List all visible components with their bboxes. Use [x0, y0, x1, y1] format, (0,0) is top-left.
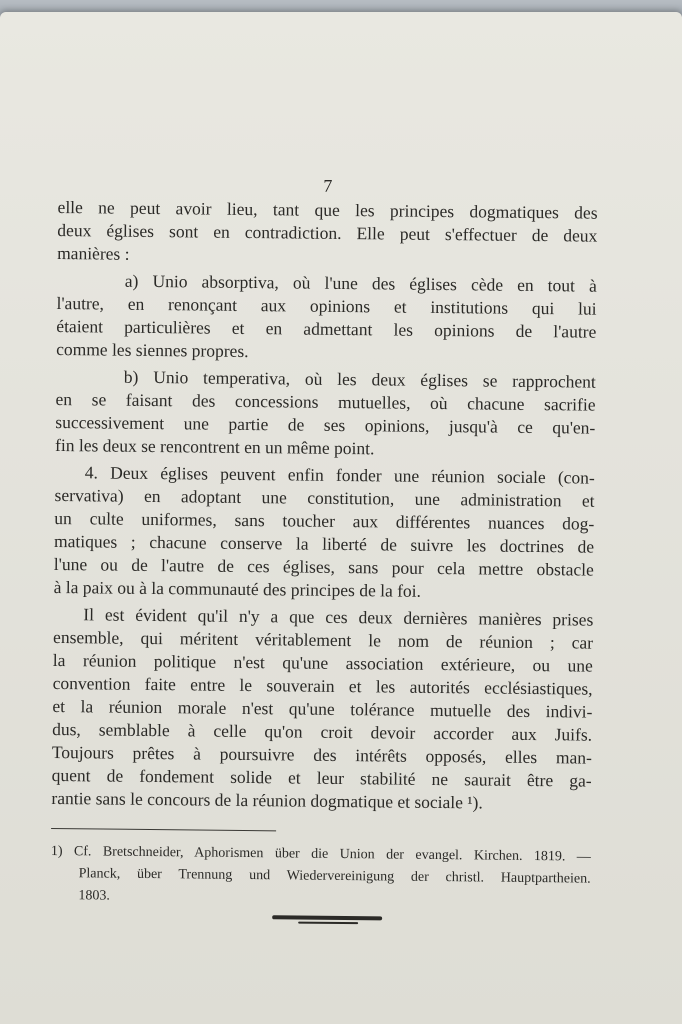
footnote-line: Planck, über Trennung und Wiedervereinigung der christl. Hauptpartheien. — [78, 866, 591, 887]
text-line: matiques ; chacune conserve la liberté de suivre les doctrines de — [54, 530, 595, 557]
page-content — [50, 170, 598, 927]
text-line: quent de fondement solide et leur stabilité ne saurait être ga- — [51, 764, 592, 791]
text-line: convention faite entre le souverain et les autorités ecclésiastiques, — [52, 672, 593, 699]
footnote-rule — [51, 828, 276, 831]
text-line: Il est évident qu'il n'y a que ces deux dernières manières prises — [83, 604, 594, 630]
end-ornament-thin — [298, 922, 358, 925]
end-ornament — [272, 915, 382, 920]
text-line: elle ne peut avoir lieu, tant que les principes dogmatiques des — [57, 196, 598, 223]
text-line: étaient particulières et en admettant les opinions de l'autre — [56, 315, 597, 342]
text-line: à la paix ou à la communauté des principes de la foi. — [53, 576, 422, 601]
text-line: 4. Deux églises peuvent enfin fonder une réunion sociale (con- — [84, 462, 595, 488]
text-line: l'une ou de l'autre de ces églises, sans pour cela mettre obstacle — [53, 553, 594, 580]
text-line: b) Unio temperativa, où les deux églises se rapprochent — [123, 366, 596, 392]
text-line: la réunion politique n'est qu'une association extérieure, ou une — [52, 649, 593, 676]
text-line: l'autre, en renonçant aux opinions et institutions qui lui — [56, 292, 597, 319]
text-line: dus, semblable à celle qu'on croit devoir accorder aux Juifs. — [52, 718, 593, 745]
text-line: servativa) en adoptant une constitution, une administration et — [54, 484, 595, 511]
text-line: ensemble, qui méritent véritablement le nom de réunion ; car — [53, 626, 594, 653]
book-page — [0, 12, 682, 1024]
text-line: un culte uniformes, sans toucher aux différentes nuances dog- — [54, 507, 595, 534]
text-line: manières : — [57, 242, 130, 264]
text-line: deux églises sont en contradiction. Elle peut s'effectuer de deux — [57, 219, 598, 246]
text-line: et la réunion morale n'est qu'une tolérance mutuelle des indivi- — [52, 695, 593, 722]
text-line: a) Unio absorptiva, où l'une des églises cède en tout à — [124, 270, 597, 296]
text-line: fin les deux se rencontrent en un même point. — [55, 434, 375, 459]
text-line: comme les siennes propres. — [56, 338, 249, 362]
footnote-line: 1) Cf. Bretschneider, Aphorismen über die Union der evangel. Kirchen. 1819. — — [50, 843, 591, 865]
page-number: 7 — [323, 175, 333, 196]
footnote-line: 1803. — [78, 888, 110, 904]
text-line: rantie sans le concours de la réunion dogmatique et sociale ¹). — [51, 787, 483, 813]
text-line: en se faisant des concessions mutuelles, où chacune sacrifie — [55, 388, 596, 415]
text-line: successivement une partie de ses opinions, jusqu'à ce qu'en- — [55, 411, 596, 438]
text-line: Toujours prêtes à poursuivre des intérêts opposés, elles man- — [51, 741, 592, 768]
